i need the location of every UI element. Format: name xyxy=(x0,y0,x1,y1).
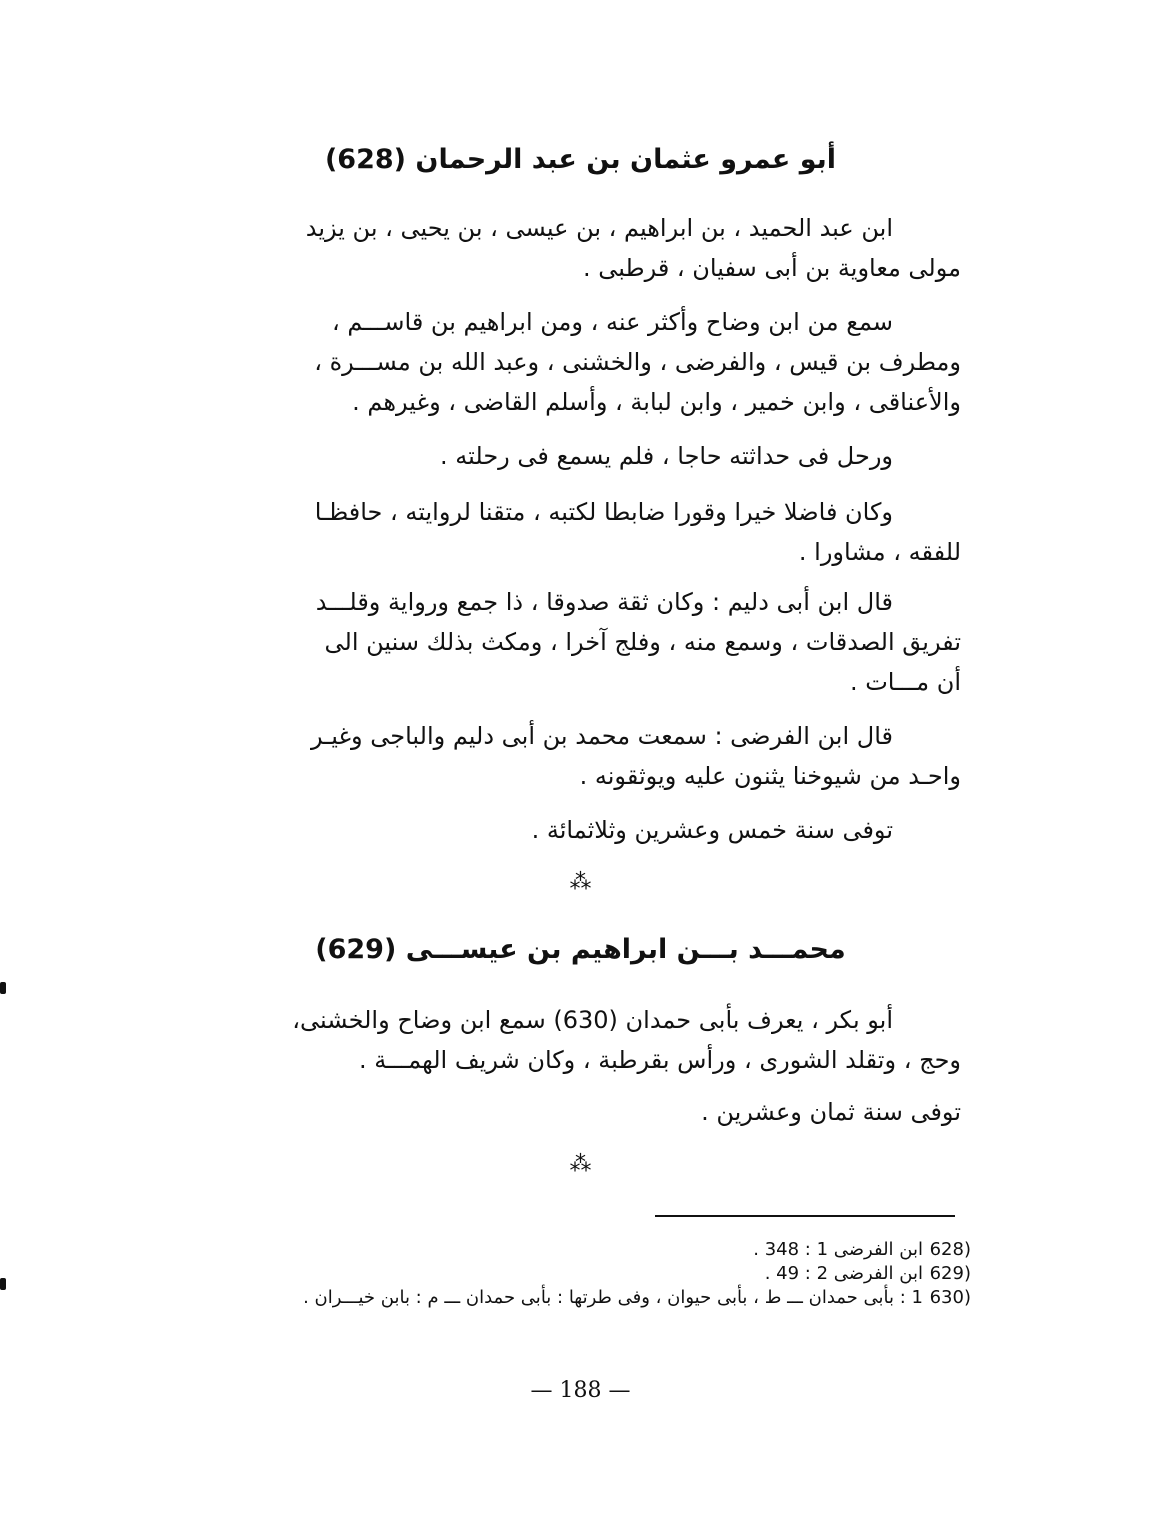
text-line: والأعناقى ، وابن خمير ، وابن لبابة ، وأسلم القاضى ، وغيرهم . xyxy=(352,388,961,416)
entry-628-paragraph-4 xyxy=(201,492,961,572)
entry-title-629: محمـــد بـــن ابراهيم بن عيســـى (629) xyxy=(315,934,846,965)
text-line: ورحل فى حداثته حاجا ، فلم يسمع فى رحلته . xyxy=(440,442,893,470)
footnote-text: ابن الفرضى 2 : 49 . xyxy=(764,1263,923,1284)
footnote-rule xyxy=(655,1215,955,1217)
entry-628-paragraph-5 xyxy=(201,582,961,702)
text-line: أبو بكر ، يعرف بأبى حمدان (630) سمع ابن وضاح والخشنى، xyxy=(292,1006,893,1034)
text-line: وكان فاضلا خيرا وقورا ضابطا لكتبه ، متقنا لروايته ، حافظـا xyxy=(314,498,893,526)
footnote-630 xyxy=(201,1286,971,1310)
entry-629-paragraph-1 xyxy=(201,1000,961,1080)
text-line: سمع من ابن وضاح وأكثر عنه ، ومن ابراهيم بن قاســـم ، xyxy=(331,308,893,336)
text-line: توفى سنة خمس وعشرين وثلاثمائة . xyxy=(531,816,893,844)
footnotes xyxy=(201,1238,971,1310)
footnote-number: (629 xyxy=(929,1263,971,1284)
text-line: توفى سنة ثمان وعشرين . xyxy=(701,1098,961,1126)
text-line: للفقه ، مشاورا . xyxy=(798,538,961,566)
entry-628-paragraph-7 xyxy=(201,810,961,850)
text-line: ابن عبد الحميد ، بن ابراهيم ، بن عيسى ، بن يحيى ، بن يزيد xyxy=(305,214,893,242)
text-line: ومطرف بن قيس ، والفرضى ، والخشنى ، وعبد الله بن مســـرة ، xyxy=(314,348,961,376)
entry-629-paragraph-2 xyxy=(201,1092,961,1132)
text-line: قال ابن أبى دليم : وكان ثقة صدوقا ، ذا جمع ورواية وقلـــد xyxy=(315,588,893,616)
page-number: — 188 — xyxy=(530,1378,631,1403)
text-line: واحـد من شيوخنا يثنون عليه ويوثقونه . xyxy=(579,762,961,790)
scan-edge-mark xyxy=(0,982,6,994)
footnote-number: (630 xyxy=(929,1287,971,1308)
entry-628-paragraph-2 xyxy=(201,302,961,422)
text-line: وحج ، وتقلد الشورى ، ورأس بقرطبة ، وكان شريف الهمـــة . xyxy=(359,1046,961,1074)
entry-title-628: أبو عمرو عثمان بن عبد الرحمان (628) xyxy=(324,144,837,175)
section-ornament: ⁂ xyxy=(569,1152,592,1177)
footnote-629 xyxy=(201,1262,971,1286)
footnote-628 xyxy=(201,1238,971,1262)
footnote-text: ابن الفرضى 1 : 348 . xyxy=(753,1239,923,1260)
footnote-text: 1 : بأبى حمدان ـــ ط ، بأبى حيوان ، وفى طرتها : بأبى حمدان ـــ م : بابن خيـــران . xyxy=(303,1287,923,1308)
text-line: مولى معاوية بن أبى سفيان ، قرطبى . xyxy=(582,254,961,282)
entry-628-paragraph-1 xyxy=(201,208,961,288)
footnote-number: (628 xyxy=(929,1239,971,1260)
text-line: تفريق الصدقات ، وسمع منه ، وفلج آخرا ، ومكث بذلك سنين الى xyxy=(324,628,961,656)
scan-edge-mark xyxy=(0,1278,6,1290)
entry-628-paragraph-3 xyxy=(201,436,961,476)
entry-628-paragraph-6 xyxy=(201,716,961,796)
text-line: أن مـــات . xyxy=(849,668,961,696)
section-ornament: ⁂ xyxy=(569,870,592,895)
text-line: قال ابن الفرضى : سمعت محمد بن أبى دليم والباجى وغيـر xyxy=(310,722,893,750)
